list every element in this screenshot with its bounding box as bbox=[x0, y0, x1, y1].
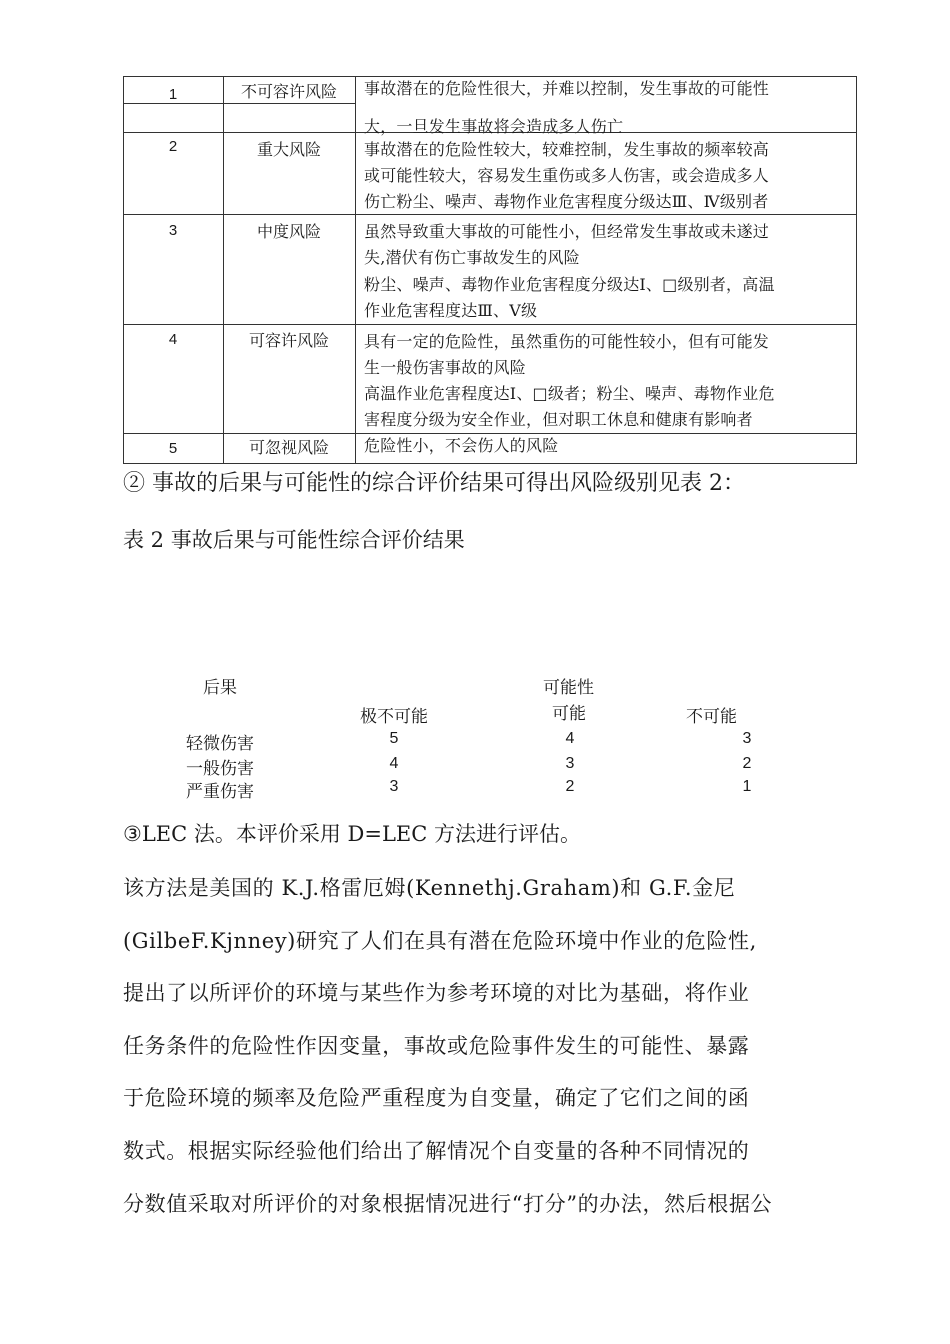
table-border bbox=[123, 103, 355, 104]
risk-level-table bbox=[123, 76, 857, 464]
risk-level-name: 不可容许风险 bbox=[240, 82, 337, 101]
risk-description-line: 大，一旦发生事故将会造成多人伤亡 bbox=[364, 117, 624, 136]
risk-description-line: 伤亡粉尘、噪声、毒物作业危害程度分级达Ⅲ、Ⅳ级别者 bbox=[364, 192, 769, 211]
body-text-line: 数式。根据实际经验他们给出了解情况个自变量的各种不同情况的 bbox=[123, 1139, 750, 1163]
risk-description-line: 危险性小，不会伤人的风险 bbox=[364, 436, 559, 455]
matrix-cell: 3 bbox=[742, 730, 752, 747]
matrix-row-label: 严重伤害 bbox=[186, 782, 254, 802]
table-border bbox=[123, 324, 857, 325]
risk-description-line: 生一般伤害事故的风险 bbox=[364, 358, 527, 377]
matrix-row-label: 轻微伤害 bbox=[186, 734, 254, 754]
body-text-line: (GilbeF.Kjnney)研究了人们在具有潜在危险环境中作业的危险性, bbox=[123, 929, 757, 953]
matrix-column-header: 可能 bbox=[552, 704, 586, 724]
risk-row-number: 4 bbox=[168, 331, 178, 348]
body-text-line: 该方法是美国的 K.J.格雷厄姆(Kennethj.Graham)和 G.F.金尼 bbox=[123, 876, 736, 900]
matrix-cell: 3 bbox=[565, 755, 575, 772]
table-border bbox=[123, 463, 857, 464]
matrix-column-header: 极不可能 bbox=[360, 707, 428, 727]
table-border bbox=[355, 76, 356, 464]
matrix-column-header: 不可能 bbox=[686, 707, 737, 727]
risk-row-number: 5 bbox=[168, 440, 178, 457]
risk-description-line: 具有一定的危险性，虽然重伤的可能性较小，但有可能发 bbox=[364, 332, 770, 351]
matrix-consequence-label: 后果 bbox=[203, 678, 237, 698]
risk-level-name: 可容许风险 bbox=[248, 331, 329, 350]
matrix-cell: 2 bbox=[565, 778, 575, 795]
body-text-line: 提出了以所评价的环境与某些作为参考环境的对比为基础，将作业 bbox=[123, 981, 750, 1005]
matrix-cell: 5 bbox=[389, 730, 399, 747]
risk-description-line: 事故潜在的危险性较大，较难控制，发生事故的频率较高 bbox=[364, 140, 770, 159]
risk-row-number: 1 bbox=[168, 86, 178, 103]
table-border bbox=[123, 76, 124, 464]
risk-row-number: 3 bbox=[168, 222, 178, 239]
body-text-line: 于危险环境的频率及危险严重程度为自变量，确定了它们之间的函 bbox=[123, 1086, 750, 1110]
risk-description-line: 粉尘、噪声、毒物作业危害程度分级达Ⅰ、□级别者，高温 bbox=[364, 275, 775, 294]
matrix-likelihood-label: 可能性 bbox=[543, 678, 594, 698]
body-text-line: 任务条件的危险性作因变量，事故或危险事件发生的可能性、暴露 bbox=[123, 1034, 750, 1058]
risk-description-line: 失,潜伏有伤亡事故发生的风险 bbox=[364, 248, 580, 267]
risk-description-line: 作业危害程度达Ⅲ、Ⅴ级 bbox=[364, 301, 538, 320]
matrix-cell: 2 bbox=[742, 755, 752, 772]
risk-description-line: 害程度分级为安全作业，但对职工休息和健康有影响者 bbox=[364, 410, 753, 429]
risk-row-number: 2 bbox=[168, 138, 178, 155]
risk-description-line: 或可能性较大，容易发生重伤或多人伤害，或会造成多人 bbox=[364, 166, 770, 185]
matrix-cell: 3 bbox=[389, 778, 399, 795]
matrix-cell: 4 bbox=[565, 730, 575, 747]
matrix-cell: 1 bbox=[742, 778, 752, 795]
risk-level-name: 重大风险 bbox=[256, 140, 321, 159]
table-border bbox=[856, 76, 857, 464]
risk-description-line: 虽然导致重大事故的可能性小，但经常发生事故或未遂过 bbox=[364, 222, 770, 241]
matrix-row-label: 一般伤害 bbox=[186, 759, 254, 779]
body-text-line: 分数值采取对所评价的对象根据情况进行“打分”的办法，然后根据公 bbox=[123, 1192, 773, 1216]
paragraph-lec-method: ③LEC 法。本评价采用 D=LEC 方法进行评估。 bbox=[123, 822, 581, 846]
risk-description-line: 高温作业危害程度达Ⅰ、□级者；粉尘、噪声、毒物作业危 bbox=[364, 384, 775, 403]
risk-description-line: 事故潜在的危险性很大，并难以控制，发生事故的可能性 bbox=[364, 79, 770, 98]
matrix-cell: 4 bbox=[389, 755, 399, 772]
risk-level-name: 可忽视风险 bbox=[248, 438, 329, 457]
risk-level-name: 中度风险 bbox=[256, 222, 321, 241]
table-border bbox=[223, 76, 224, 464]
table2-caption: 表 2 事故后果与可能性综合评价结果 bbox=[123, 528, 465, 552]
paragraph-risk-level-intro: ② 事故的后果与可能性的综合评价结果可得出风险级别见表 2： bbox=[123, 471, 745, 496]
